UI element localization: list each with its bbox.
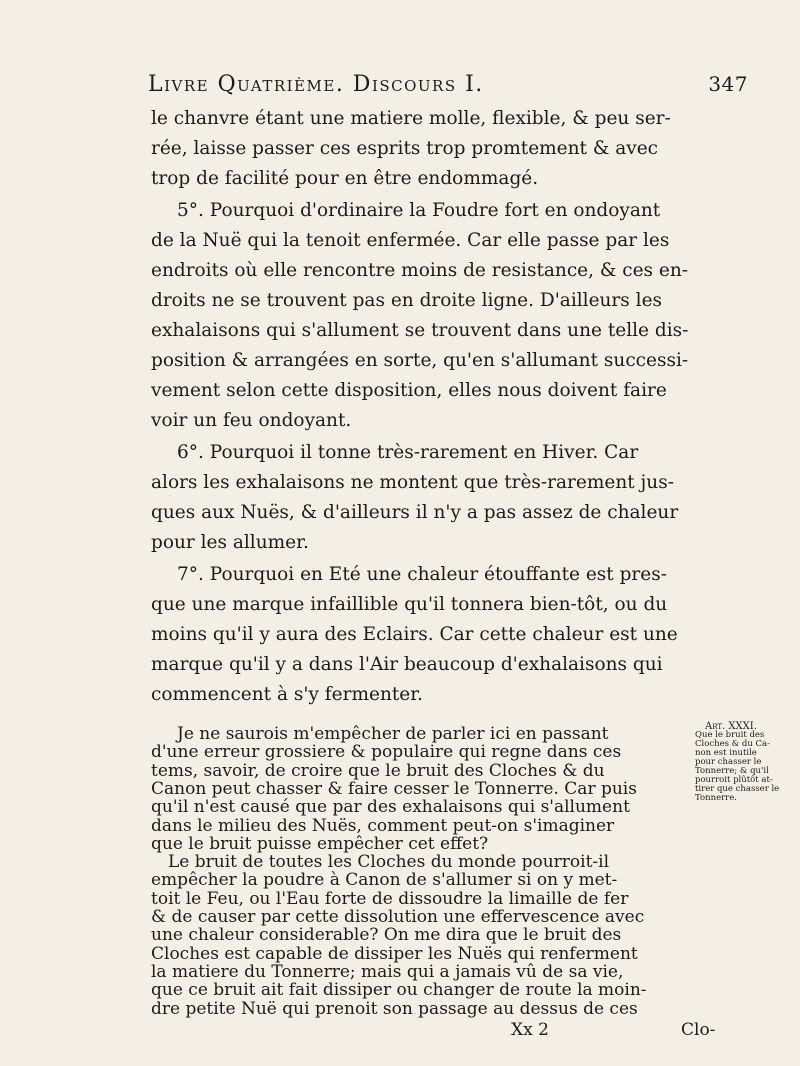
page-number: 347 <box>708 72 748 96</box>
page-footer <box>151 1018 741 1042</box>
text-line: qu'il n'est causé que par des exhalaisons qui s'allument <box>151 797 630 818</box>
text-line: rée, laisse passer ces esprits trop promtement & avec <box>151 138 658 159</box>
signature-mark: Xx 2 <box>511 1019 549 1040</box>
margin-note-line: non est inutile <box>695 748 757 758</box>
catchword: Clo- <box>681 1019 716 1040</box>
text-line: que une marque infaillible qu'il tonnera bien-tôt, ou du <box>151 594 668 615</box>
running-title: Livre Quatrième. Discours I. <box>148 72 484 97</box>
text-line: voir un feu ondoyant. <box>151 410 352 431</box>
text-line: marque qu'il y a dans l'Air beaucoup d'exhalaisons qui <box>151 654 663 675</box>
text-line: Canon peut chasser & faire cesser le Tonnerre. Car puis <box>151 778 637 799</box>
margin-note-line: Tonnerre; & qu'il <box>695 766 769 776</box>
text-line: toit le Feu, ou l'Eau forte de dissoudre la limaille de fer <box>151 888 629 909</box>
margin-note <box>695 722 800 803</box>
text-line: d'une erreur grossiere & populaire qui regne dans ces <box>151 742 622 763</box>
text-line: une chaleur considerable? On me dira que le bruit des <box>151 925 622 946</box>
margin-article-number: Art. XXXI. <box>705 721 757 732</box>
text-line: que ce bruit ait fait dissiper ou changer de route la moin- <box>151 980 647 1001</box>
text-line: commencent à s'y fermenter. <box>151 684 423 705</box>
text-line: Cloches est capable de dissiper les Nuës qui renferment <box>151 943 638 964</box>
margin-note-line: tirer que chasser le <box>695 784 780 794</box>
text-line: tems, savoir, de croire que le bruit des Cloches & du <box>151 760 605 781</box>
text-line: le chanvre étant une matiere molle, flexible, & peu ser- <box>151 108 671 129</box>
text-line: alors les exhalaisons ne montent que très-rarement jus- <box>151 472 674 493</box>
text-line: moins qu'il y aura des Eclairs. Car cette chaleur est une <box>151 624 678 645</box>
running-header <box>148 70 748 104</box>
margin-note-line: pourroit plûtôt at- <box>695 775 773 785</box>
text-line: de la Nuë qui la tenoit enfermée. Car elle passe par les <box>151 230 670 251</box>
margin-note-line: Tonnerre. <box>695 793 737 803</box>
text-line: vement selon cette disposition, elles nous doivent faire <box>151 380 667 401</box>
text-line: exhalaisons qui s'allument se trouvent dans une telle dis- <box>151 320 689 341</box>
margin-note-line: Cloches & du Ca- <box>695 739 770 749</box>
text-line: Je ne saurois m'empêcher de parler ici en passant <box>177 724 609 744</box>
margin-note-line: pour chasser le <box>695 757 762 767</box>
text-line: empêcher la poudre à Canon de s'allumer si on y met- <box>151 870 618 891</box>
text-line: pour les allumer. <box>151 532 309 553</box>
text-line: dans le milieu des Nuës, comment peut-on s'imaginer <box>151 815 615 836</box>
text-line: 5°. Pourquoi d'ordinaire la Foudre fort en ondoyant <box>177 200 661 221</box>
text-line: la matiere du Tonnerre; mais qui a jamais vû de sa vie, <box>151 961 624 982</box>
text-line: position & arrangées en sorte, qu'en s'allumant successi- <box>151 350 689 371</box>
text-line: ques aux Nuës, & d'ailleurs il n'y a pas assez de chaleur <box>151 502 679 523</box>
text-line: dre petite Nuë qui prenoit son passage au dessus de ces <box>151 998 638 1019</box>
text-line: & de causer par cette dissolution une effervescence avec <box>151 907 645 927</box>
text-line: 6°. Pourquoi il tonne très-rarement en Hiver. Car <box>177 442 639 463</box>
text-line: que le bruit puisse empêcher cet effet? <box>151 833 489 854</box>
text-line: droits ne se trouvent pas en droite ligne. D'ailleurs les <box>151 290 663 311</box>
text-line: endroits où elle rencontre moins de resistance, & ces en- <box>151 260 689 281</box>
margin-note-line: Que le bruit des <box>695 730 765 740</box>
text-line: trop de facilité pour en être endommagé. <box>151 168 539 189</box>
text-line: 7°. Pourquoi en Eté une chaleur étouffante est pres- <box>177 564 667 585</box>
text-line: Le bruit de toutes les Cloches du monde pourroit-il <box>168 852 610 873</box>
